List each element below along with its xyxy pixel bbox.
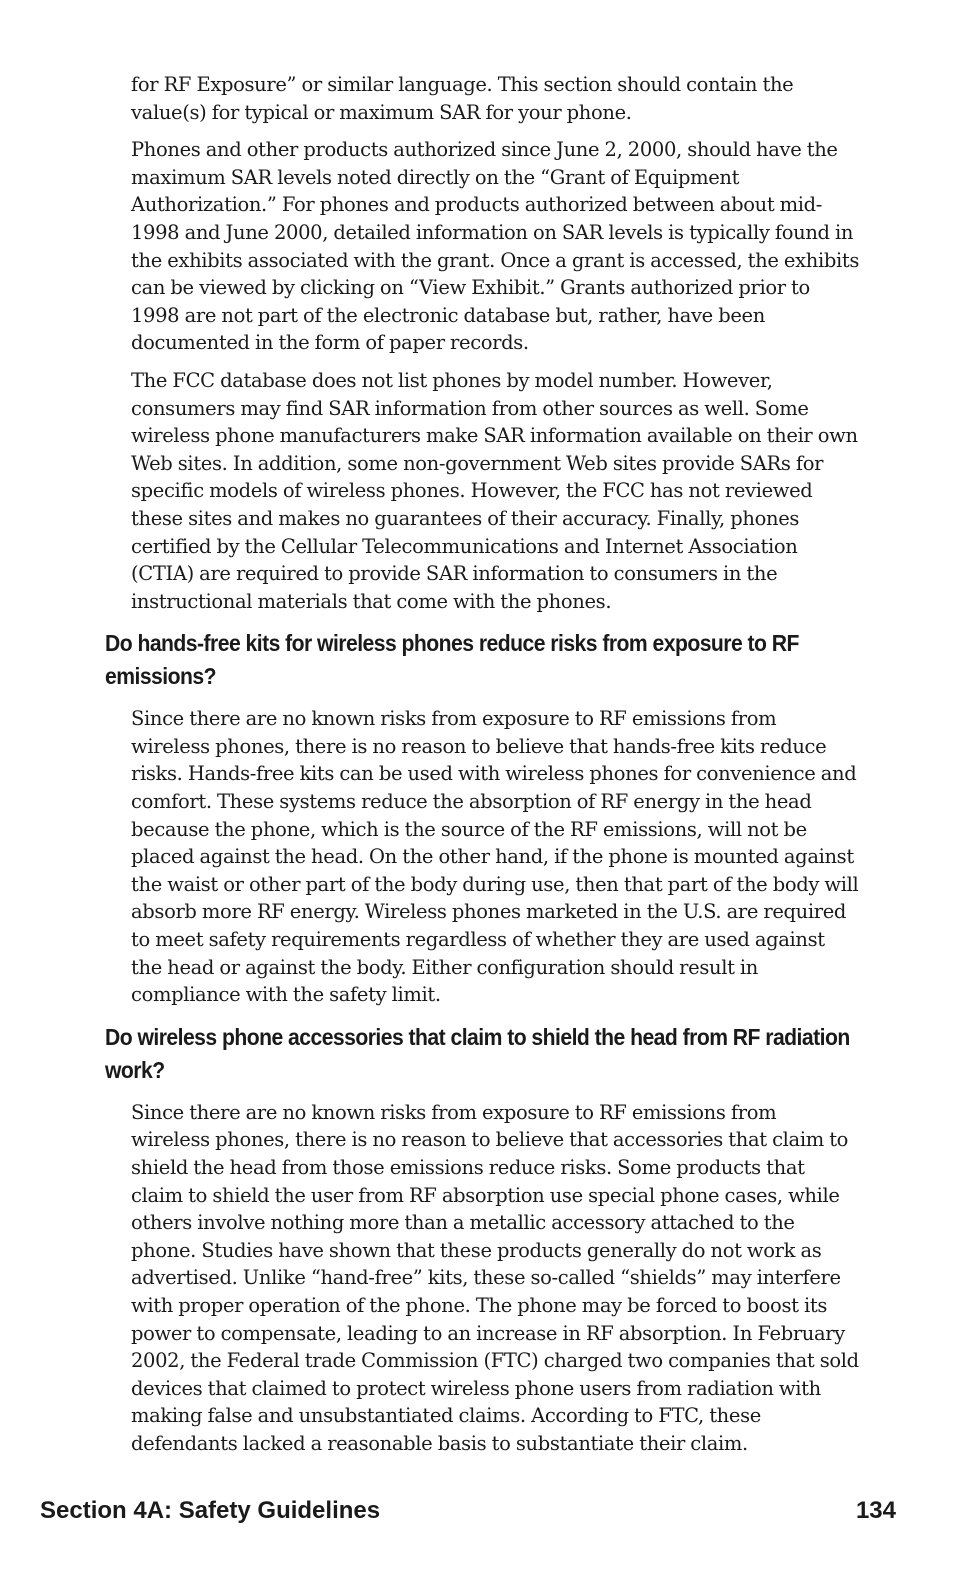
footer-section-title: Section 4A: Safety Guidelines — [40, 1497, 381, 1524]
paragraph-hands-free-kits: Since there are no known risks from exposure to RF emissions from wireless phones, there is no reason to believe that hands-free kits reduce risks. Hands-free kits can be used with wireless phones for convenience and comfort. These systems reduce the absorption of RF energy in the head because the phone, which is the source of the RF emissions, will not be placed against the head. On the other hand, if the phone is mounted against the waist or other part of the body during use, then that part of the body will absorb more RF energy. Wireless phones marketed in the U.S. are required to meet safety requirements regardless of whether they are used against the head or against the body. Either configuration should result in compliance with the safety limit. — [131, 707, 859, 1007]
paragraph-fcc-database: The FCC database does not list phones by model number. However, consumers may find SAR information from other sources as well. Some wireless phone manufacturers make SAR information available on their own Web sites. In addition, some non-government Web sites provide SARs for specific models of wireless phones. However, the FCC has not reviewed these sites and makes no guarantees of their accuracy. Finally, phones certified by the Cellular Telecommunications and Internet Association (CTIA) are required to provide SAR information to consumers in the instructional materials that come with the phones. — [131, 368, 858, 613]
heading-shield-accessories: Do wireless phone accessories that claim to shield the head from RF radiation work? — [105, 1023, 850, 1083]
page-content — [0, 71, 954, 1468]
footer-page-number: 134 — [855, 1497, 896, 1524]
paragraph-grant-authorization: Phones and other products authorized since June 2, 2000, should have the maximum SAR levels noted directly on the “Grant of Equipment Authorization.” For phones and products authorized between about mid-1998 and June 2000, detailed information on SAR levels is typically found in the exhibits associated with the grant. Once a grant is accessed, the exhibits can be viewed by clicking on “View Exhibit.” Grants authorized prior to 1998 are not part of the electronic database but, rather, have been documented in the form of paper records. — [131, 138, 859, 355]
heading-hands-free-kits: Do hands-free kits for wireless phones reduce risks from exposure to RF emissions? — [105, 630, 799, 690]
paragraph-shield-accessories: Since there are no known risks from exposure to RF emissions from wireless phones, there is no reason to believe that accessories that claim to shield the head from those emissions reduce risks. Some products that claim to shield the user from RF absorption use special phone cases, while others involve nothing more than a metallic accessory attached to the phone. Studies have shown that these products generally do not work as advertised. Unlike “hand-free” kits, these so-called “shields” may interfere with proper operation of the phone. The phone may be forced to boost its power to compensate, leading to an increase in RF absorption. In February 2002, the Federal trade Commission (FTC) charged two companies that sold devices that claimed to protect wireless phone users from radiation with making false and unsubstantiated claims. According to FTC, these defendants lacked a reasonable basis to substantiate their claim. — [131, 1100, 859, 1455]
page-footer — [40, 1494, 896, 1528]
paragraph-sar-value-location: for RF Exposure” or similar language. This section should contain the value(s) for typical or maximum SAR for your phone. — [131, 73, 794, 124]
